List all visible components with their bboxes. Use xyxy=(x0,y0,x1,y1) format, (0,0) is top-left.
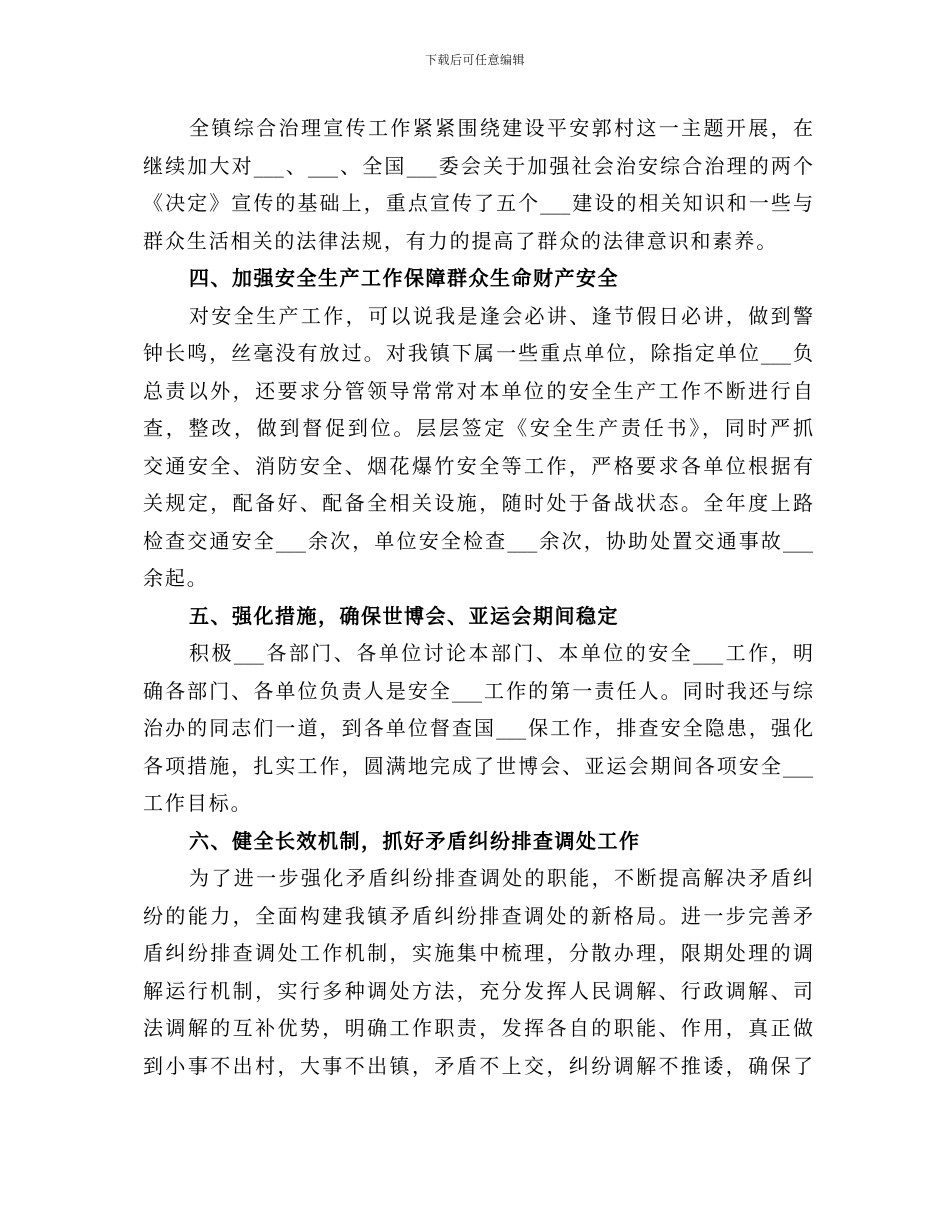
paragraph-line: 盾纠纷排查调处工作机制，实施集中梳理，分散办理，限期处理的调 xyxy=(143,941,813,965)
paragraph-line: 《决定》宣传的基础上，重点宣传了五个___建设的相关知识和一些与 xyxy=(143,191,813,215)
paragraph-line: 关规定，配备好、配备全相关设施，随时处于备战状态。全年度上路 xyxy=(143,491,813,515)
document-body xyxy=(143,110,813,1085)
section-heading: 四、加强安全生产工作保障群众生命财产安全 xyxy=(189,266,619,290)
section-heading: 五、强化措施，确保世博会、亚运会期间稳定 xyxy=(189,603,619,628)
paragraph-line: 积极___各部门、各单位讨论本部门、本单位的安全___工作，明 xyxy=(189,641,813,665)
paragraph-line: 钟长鸣，丝毫没有放过。对我镇下属一些重点单位，除指定单位___负 xyxy=(143,341,813,365)
paragraph-line: 纷的能力，全面构建我镇矛盾纠纷排查调处的新格局。进一步完善矛 xyxy=(143,903,813,928)
paragraph-line: 查，整改，做到督促到位。层层签定《安全生产责任书》，同时严抓 xyxy=(143,416,813,440)
paragraph-line: 法调解的互补优势，明确工作职责，发挥各自的职能、作用，真正做 xyxy=(143,1016,813,1040)
paragraph-line: 到小事不出村，大事不出镇，矛盾不上交，纠纷调解不推诿，确保了 xyxy=(143,1053,813,1078)
paragraph-line: 为了进一步强化矛盾纠纷排查调处的职能，不断提高解决矛盾纠 xyxy=(189,866,813,890)
section-heading: 六、健全长效机制，抓好矛盾纠纷排查调处工作 xyxy=(189,828,641,853)
page-header: 下载后可任意编辑 xyxy=(424,53,525,67)
paragraph-line: 治办的同志们一道，到各单位督查国___保工作，排查安全隐患，强化 xyxy=(143,716,813,740)
paragraph-line: 余起。 xyxy=(143,566,209,590)
paragraph-line: 全镇综合治理宣传工作紧紧围绕建设平安郭村这一主题开展，在 xyxy=(189,116,813,140)
paragraph-line: 检查交通安全___余次，单位安全检查___余次，协助处置交通事故___ xyxy=(143,528,813,553)
paragraph-line: 工作目标。 xyxy=(143,791,253,815)
paragraph-line: 总责以外，还要求分管领导常常对本单位的安全生产工作不断进行自 xyxy=(143,378,813,403)
paragraph-line: 继续加大对___、___、全国___委会关于加强社会治安综合治理的两个 xyxy=(143,153,813,178)
paragraph-line: 解运行机制，实行多种调处方法，充分发挥人民调解、行政调解、司 xyxy=(143,978,813,1003)
paragraph-line: 交通安全、消防安全、烟花爆竹安全等工作，严格要求各单位根据有 xyxy=(143,453,813,478)
paragraph-line: 对安全生产工作，可以说我是逢会必讲、逢节假日必讲，做到警 xyxy=(189,303,813,328)
paragraph-line: 确各部门、各单位负责人是安全___工作的第一责任人。同时我还与综 xyxy=(143,678,813,703)
paragraph-line: 群众生活相关的法律法规，有力的提高了群众的法律意识和素养。 xyxy=(143,228,779,253)
paragraph-line: 各项措施，扎实工作，圆满地完成了世博会、亚运会期间各项安全___ xyxy=(143,753,813,778)
